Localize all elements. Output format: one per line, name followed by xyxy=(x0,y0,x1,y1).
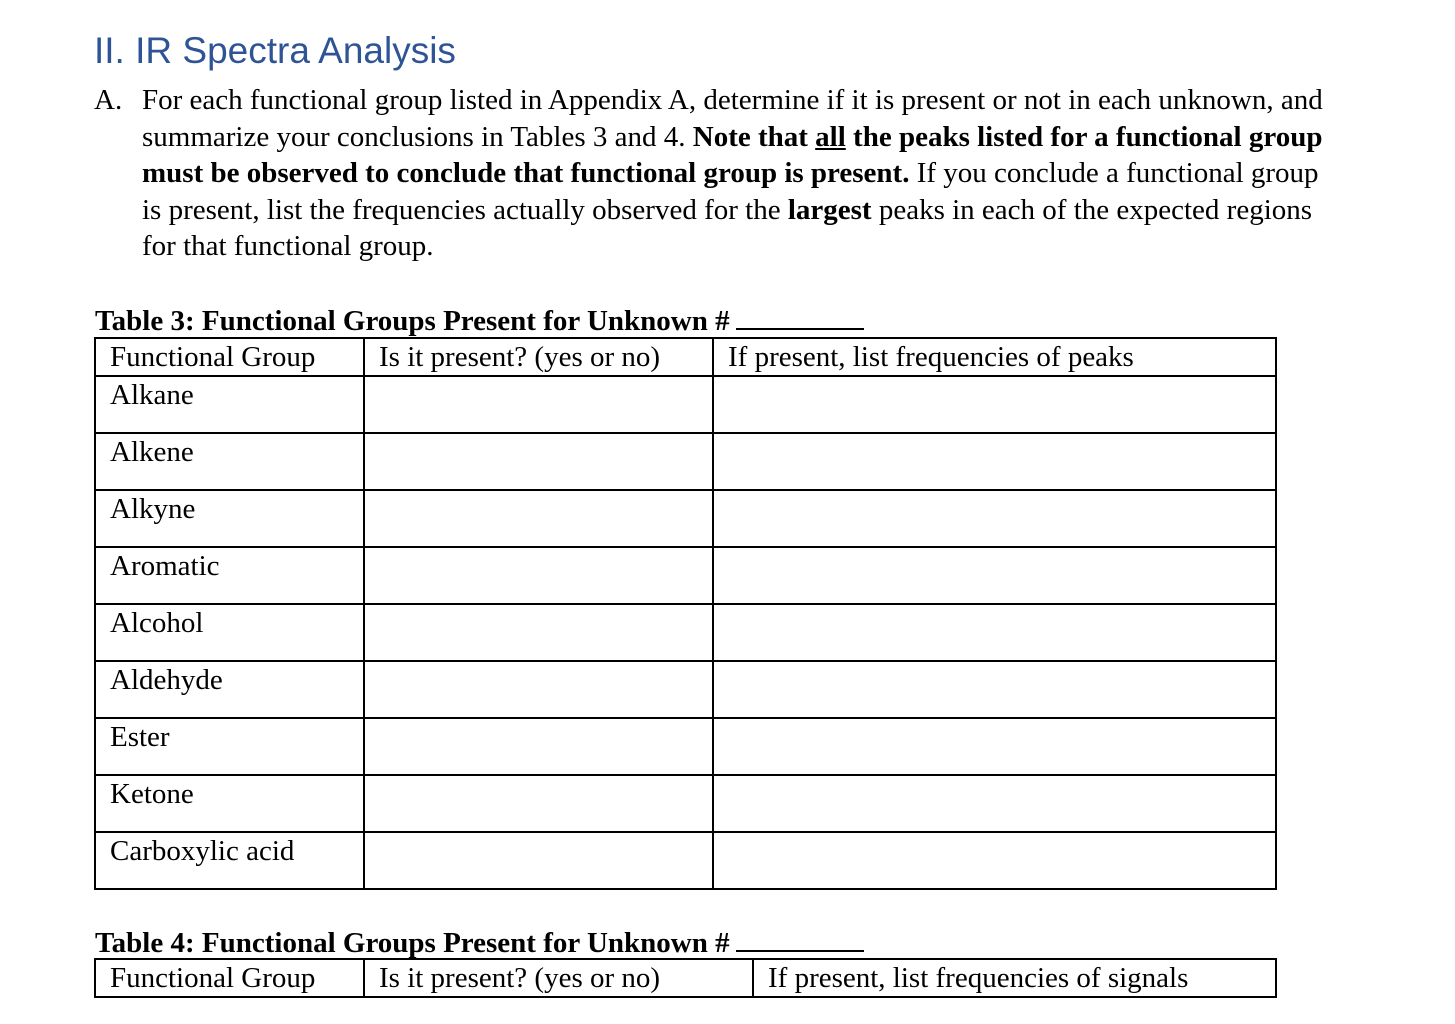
section-heading: II. IR Spectra Analysis xyxy=(94,30,456,71)
table4-caption xyxy=(95,924,864,960)
frequencies-answer-cell[interactable] xyxy=(713,376,1276,433)
table-row xyxy=(95,376,1276,433)
table-row xyxy=(95,547,1276,604)
table4 xyxy=(94,958,1277,998)
present-answer-cell[interactable] xyxy=(364,547,713,604)
table-row xyxy=(95,604,1276,661)
table3-header-row xyxy=(95,338,1276,376)
unknown-number-blank[interactable] xyxy=(736,302,864,330)
table3-header-functional-group: Functional Group xyxy=(95,338,364,376)
functional-group-cell: Alkane xyxy=(95,376,364,433)
instruction-bold-1: Note that xyxy=(692,120,816,153)
instruction-bold-2: the peaks listed for a functional group must be observed to conclude that functional group is present. xyxy=(142,120,1323,190)
frequencies-answer-cell[interactable] xyxy=(713,661,1276,718)
instruction-paragraph xyxy=(94,82,1344,265)
functional-group-cell: Alkene xyxy=(95,433,364,490)
table-row xyxy=(95,490,1276,547)
instruction-text-1: For each functional group listed in Appendix A, determine if it is present or not in each unknown, and summarize your conclusions in Tables 3 and 4. xyxy=(142,84,1323,153)
functional-group-cell: Ketone xyxy=(95,775,364,832)
table-row xyxy=(95,433,1276,490)
functional-group-cell: Alkyne xyxy=(95,490,364,547)
instruction-bold-underlined: all xyxy=(815,120,846,153)
functional-group-cell: Ester xyxy=(95,718,364,775)
functional-group-cell: Carboxylic acid xyxy=(95,832,364,889)
table4-caption-text: Table 4: Functional Groups Present for Unknown # xyxy=(95,927,730,959)
table-row xyxy=(95,661,1276,718)
table-row xyxy=(95,775,1276,832)
frequencies-answer-cell[interactable] xyxy=(713,547,1276,604)
functional-group-cell: Alcohol xyxy=(95,604,364,661)
present-answer-cell[interactable] xyxy=(364,376,713,433)
present-answer-cell[interactable] xyxy=(364,490,713,547)
table3-caption-text: Table 3: Functional Groups Present for Unknown # xyxy=(95,305,730,337)
present-answer-cell[interactable] xyxy=(364,775,713,832)
functional-group-cell: Aromatic xyxy=(95,547,364,604)
table3 xyxy=(94,337,1277,890)
functional-group-cell: Aldehyde xyxy=(95,661,364,718)
unknown-number-blank[interactable] xyxy=(736,924,864,952)
instruction-text-3: peaks in each of the expected regions for that functional group. xyxy=(142,193,1313,263)
frequencies-answer-cell[interactable] xyxy=(713,718,1276,775)
table3-header-frequencies: If present, list frequencies of peaks xyxy=(713,338,1276,376)
table4-header-frequencies: If present, list frequencies of signals xyxy=(753,959,1276,997)
frequencies-answer-cell[interactable] xyxy=(713,775,1276,832)
present-answer-cell[interactable] xyxy=(364,718,713,775)
frequencies-answer-cell[interactable] xyxy=(713,433,1276,490)
present-answer-cell[interactable] xyxy=(364,661,713,718)
frequencies-answer-cell[interactable] xyxy=(713,604,1276,661)
instruction-body xyxy=(142,82,1344,265)
table-row xyxy=(95,718,1276,775)
table4-header-present: Is it present? (yes or no) xyxy=(364,959,753,997)
table3-header-present: Is it present? (yes or no) xyxy=(364,338,713,376)
present-answer-cell[interactable] xyxy=(364,832,713,889)
table4-header-functional-group: Functional Group xyxy=(95,959,364,997)
table-row xyxy=(95,832,1276,889)
table4-header-row xyxy=(95,959,1276,997)
present-answer-cell[interactable] xyxy=(364,433,713,490)
instruction-marker: A. xyxy=(94,84,123,116)
instruction-text-2: If you conclude a functional group is present, list the frequencies actually observed for the xyxy=(142,157,1319,226)
table3-caption xyxy=(95,302,864,338)
instruction-bold-3: largest xyxy=(787,193,872,226)
frequencies-answer-cell[interactable] xyxy=(713,490,1276,547)
frequencies-answer-cell[interactable] xyxy=(713,832,1276,889)
present-answer-cell[interactable] xyxy=(364,604,713,661)
